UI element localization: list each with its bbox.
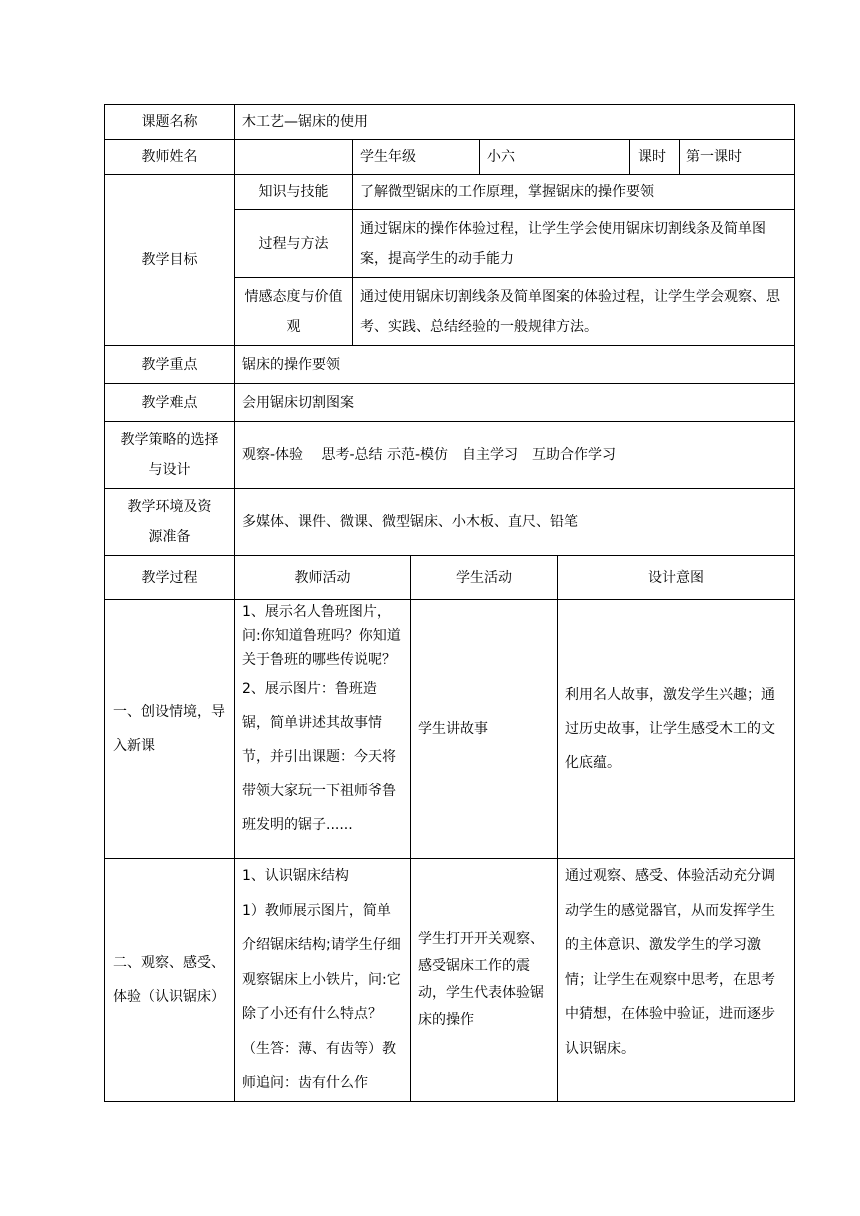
stage-2-intent: 通过观察、感受、体验活动充分调动学生的感觉器官，从而发挥学生的主体意识、激发学生的学习激情；让学生在观察中思考，在思考中猜想，在体验中验证，进而逐步认识锯床。 <box>558 859 795 1102</box>
goal-row-1 <box>105 175 795 210</box>
difficulty-value: 会用锯床切割图案 <box>235 384 795 422</box>
stage-row-1 <box>105 600 795 859</box>
topic-value: 木工艺—锯床的使用 <box>235 105 795 140</box>
process-intent-header: 设计意图 <box>558 556 795 600</box>
period-value: 第一课时 <box>686 149 742 165</box>
key-point-label: 教学重点 <box>105 346 235 384</box>
stage-1-teacher <box>235 600 411 859</box>
goals-label: 教学目标 <box>105 175 235 346</box>
teacher-value <box>235 140 353 175</box>
stage-row-2 <box>105 859 795 1102</box>
stage-1-student: 学生讲故事 <box>411 600 558 859</box>
stage-1-teacher-p2: 2、展示图片：鲁班造锯，简单讲述其故事情节，并引出课题：今天将带领大家玩一下祖师爷鲁班发明的锯子...... <box>242 681 396 833</box>
topic-label: 课题名称 <box>105 105 235 140</box>
teacher-row <box>105 140 795 175</box>
strategy-row <box>105 422 795 489</box>
stage-2-student: 学生打开开关观察、感受锯床工作的震动，学生代表体验锯床的操作 <box>411 859 558 1102</box>
difficulty-row <box>105 384 795 422</box>
stage-2-teacher <box>235 859 411 1102</box>
goal-label-1: 知识与技能 <box>235 175 353 210</box>
difficulty-label: 教学难点 <box>105 384 235 422</box>
lesson-plan-table <box>104 104 795 1102</box>
goal-label-3: 情感态度与价值观 <box>235 278 353 346</box>
environment-label: 教学环境及资源准备 <box>105 489 235 556</box>
stage-2-teacher-p2: 1）教师展示图片，简单介绍锯床结构;请学生仔细观察锯床上小铁片，问:它除了小还有什么特点？（生答：薄、有齿等）教师追问：齿有什么作 <box>242 902 401 1091</box>
environment-row <box>105 489 795 556</box>
goal-text-3: 通过使用锯床切割线条及简单图案的体验过程，让学生学会观察、思考、实践、总结经验的一般规律方法。 <box>353 278 795 346</box>
environment-value: 多媒体、课件、微课、微型锯床、小木板、直尺、铅笔 <box>235 489 795 556</box>
stage-2-teacher-p1: 1、认识锯床结构 <box>242 868 349 884</box>
stage-1-intent: 利用名人故事，激发学生兴趣；通过历史故事，让学生感受木工的文化底蕴。 <box>558 600 795 859</box>
period-cell <box>630 140 795 175</box>
process-student-header: 学生活动 <box>411 556 558 600</box>
strategy-value: 观察-体验 思考-总结 示范-模仿 自主学习 互助合作学习 <box>235 422 795 489</box>
period-label: 课时 <box>630 140 680 174</box>
goal-text-1: 了解微型锯床的工作原理，掌握锯床的操作要领 <box>353 175 795 210</box>
teacher-label: 教师姓名 <box>105 140 235 175</box>
goal-label-2: 过程与方法 <box>235 210 353 278</box>
topic-row <box>105 105 795 140</box>
strategy-label: 教学策略的选择与设计 <box>105 422 235 489</box>
process-stage-header: 教学过程 <box>105 556 235 600</box>
goal-text-2: 通过锯床的操作体验过程，让学生学会使用锯床切割线条及简单图案，提高学生的动手能力 <box>353 210 795 278</box>
process-teacher-header: 教师活动 <box>235 556 411 600</box>
process-header-row <box>105 556 795 600</box>
stage-1-title: 一、创设情境，导入新课 <box>105 600 235 859</box>
key-point-value: 锯床的操作要领 <box>235 346 795 384</box>
stage-1-teacher-p1: 1、展示名人鲁班图片，问:你知道鲁班吗？你知道关于鲁班的哪些传说呢？ <box>242 604 401 668</box>
key-point-row <box>105 346 795 384</box>
grade-label: 学生年级 <box>353 140 480 175</box>
stage-2-title: 二、观察、感受、体验（认识锯床） <box>105 859 235 1102</box>
grade-value: 小六 <box>480 140 630 175</box>
